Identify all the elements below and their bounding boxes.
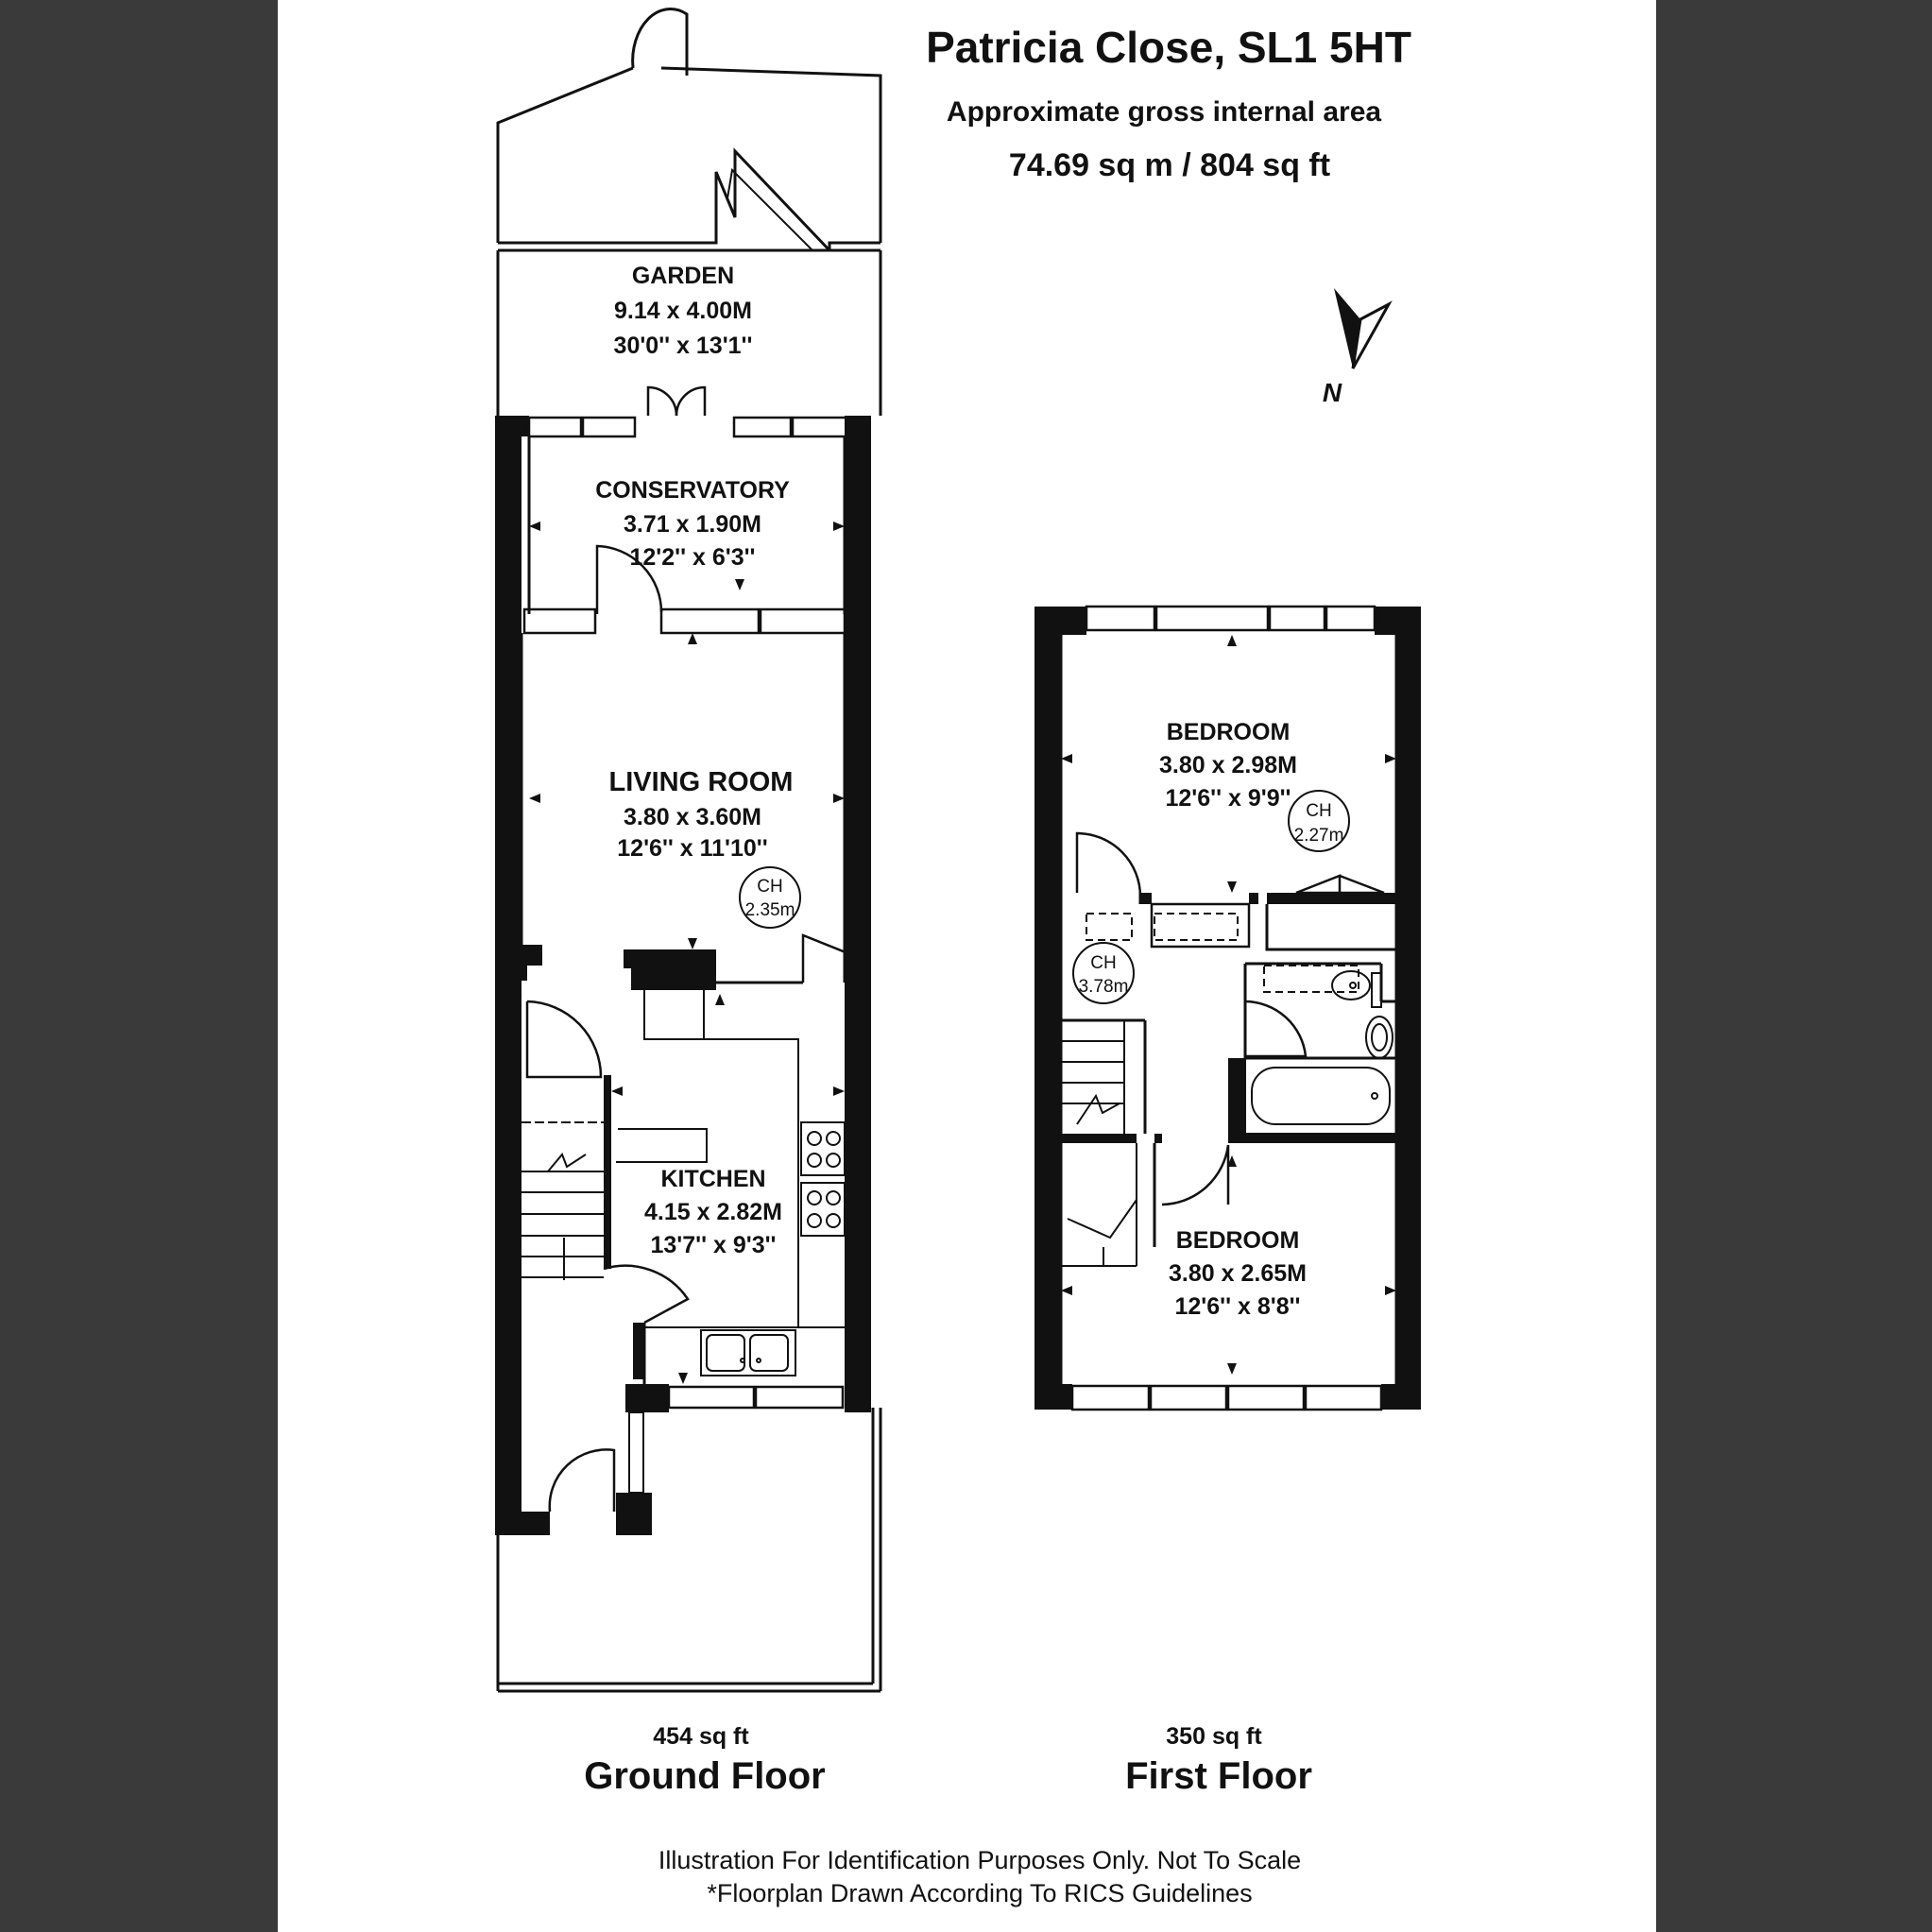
ground-floor-title: Ground Floor — [584, 1755, 826, 1797]
living-room-windows-top — [524, 609, 845, 633]
bathroom-door[interactable] — [1245, 1001, 1306, 1056]
svg-text:CH: CH — [1306, 801, 1332, 821]
living-room-label — [609, 767, 794, 862]
svg-text:3.71 x 1.90M: 3.71 x 1.90M — [624, 511, 761, 538]
bedroom2-cupboard — [1061, 1143, 1137, 1266]
breakfast-bar — [616, 1129, 707, 1162]
svg-text:CH: CH — [757, 877, 783, 897]
svg-text:30'0'' x 13'1'': 30'0'' x 13'1'' — [613, 333, 753, 359]
area-label: Approximate gross internal area — [946, 96, 1382, 128]
ground-floor-walls — [495, 416, 871, 1535]
svg-text:12'6'' x 9'9'': 12'6'' x 9'9'' — [1165, 785, 1291, 812]
first-floor-stairs — [1061, 1020, 1145, 1134]
front-garden-outline — [498, 1408, 881, 1691]
wardrobe-door[interactable] — [1296, 876, 1384, 893]
landing-ceiling-height — [1073, 943, 1134, 1003]
svg-text:12'2'' x 6'3'': 12'2'' x 6'3'' — [629, 544, 756, 571]
first-floor-area: 350 sq ft — [1166, 1723, 1262, 1750]
north-arrow-icon — [1323, 288, 1389, 407]
svg-text:3.78m: 3.78m — [1078, 977, 1129, 997]
svg-text:GARDEN: GARDEN — [631, 263, 735, 289]
front-door[interactable] — [550, 1449, 614, 1512]
sink-icon — [701, 1330, 795, 1376]
kitchen-door[interactable] — [604, 1266, 688, 1323]
svg-text:3.80 x 2.98M: 3.80 x 2.98M — [1159, 752, 1297, 778]
first-floor-title: First Floor — [1125, 1755, 1312, 1797]
bedroom2-windows — [1072, 1386, 1381, 1410]
conservatory-french-door[interactable] — [648, 387, 705, 416]
basin-icon — [1366, 1017, 1393, 1058]
svg-text:KITCHEN: KITCHEN — [660, 1166, 766, 1192]
ground-floor-stairs — [521, 1122, 604, 1280]
bedroom2-label — [1169, 1227, 1307, 1320]
garden-label — [614, 263, 753, 359]
kitchen-windows — [669, 1387, 843, 1408]
svg-text:LIVING ROOM: LIVING ROOM — [608, 767, 794, 797]
bedroom1-door[interactable] — [1077, 833, 1140, 897]
svg-text:BEDROOM: BEDROOM — [1175, 1227, 1300, 1254]
north-label: N — [1322, 378, 1342, 407]
svg-text:12'6'' x 11'10'': 12'6'' x 11'10'' — [617, 835, 768, 862]
svg-text:CONSERVATORY: CONSERVATORY — [595, 477, 790, 504]
svg-text:12'6'' x 8'8'': 12'6'' x 8'8'' — [1174, 1293, 1301, 1320]
bedroom1-ceiling-height — [1289, 791, 1349, 851]
svg-text:2.35m: 2.35m — [744, 900, 795, 920]
landing-cupboards — [1086, 914, 1238, 940]
svg-text:3.80 x 3.60M: 3.80 x 3.60M — [624, 804, 761, 830]
kitchen-label — [644, 1166, 782, 1258]
svg-text:4.15 x 2.82M: 4.15 x 2.82M — [644, 1199, 782, 1225]
kitchen-worktop — [644, 990, 845, 1327]
bath-icon — [1245, 1058, 1396, 1134]
conservatory-windows-top — [529, 418, 848, 436]
bedroom1-windows — [1086, 607, 1375, 630]
living-room-ceiling-height — [740, 867, 800, 928]
svg-text:BEDROOM: BEDROOM — [1166, 719, 1291, 745]
svg-text:13'7'' x 9'3'': 13'7'' x 9'3'' — [650, 1232, 777, 1258]
ground-floor-area: 454 sq ft — [653, 1723, 749, 1750]
property-address: Patricia Close, SL1 5HT — [926, 23, 1411, 72]
svg-text:9.14 x 4.00M: 9.14 x 4.00M — [614, 298, 752, 324]
svg-text:2.27m: 2.27m — [1293, 826, 1344, 846]
conservatory-label — [595, 477, 790, 571]
footer-disclaimer: Illustration For Identification Purposes Only. Not To Scale — [658, 1846, 1302, 1874]
toilet-icon — [1264, 966, 1381, 1007]
area-value: 74.69 sq m / 804 sq ft — [1008, 147, 1331, 183]
svg-text:CH: CH — [1090, 953, 1117, 973]
svg-text:3.80 x 2.65M: 3.80 x 2.65M — [1169, 1260, 1307, 1287]
bedroom1-label — [1159, 719, 1297, 812]
hall-door[interactable] — [527, 1001, 601, 1077]
side-window — [629, 1412, 643, 1493]
hob-icon — [801, 1122, 845, 1236]
footer-rics-note: *Floorplan Drawn According To RICS Guidelines — [707, 1879, 1253, 1907]
bedroom2-door[interactable] — [1162, 1145, 1228, 1205]
